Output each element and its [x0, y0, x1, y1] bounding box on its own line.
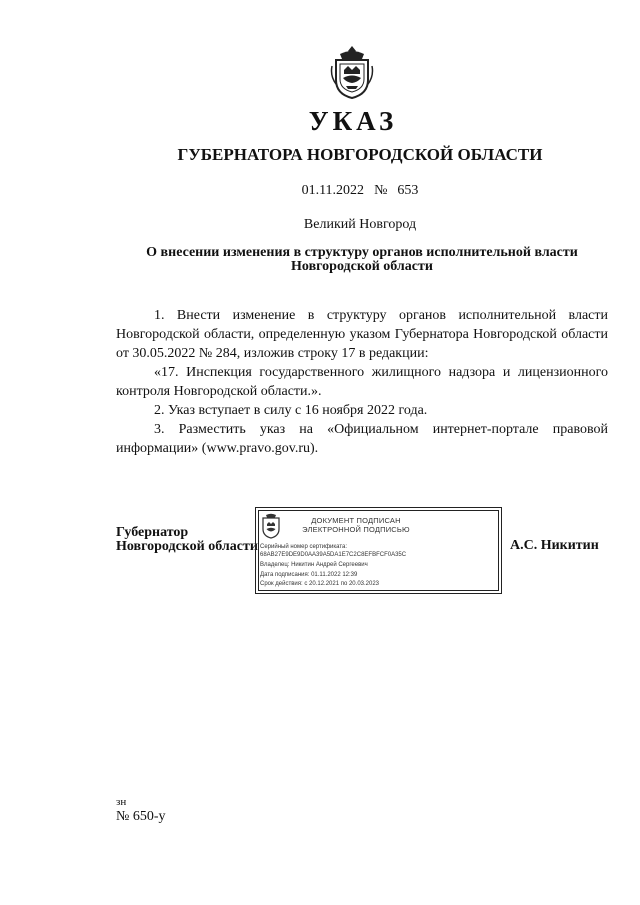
date-number-line: [0, 183, 640, 199]
signer-role-line-2: Новгородской области: [116, 539, 258, 554]
heading-line-1: О внесении изменения в структуру органов исполнительной власти: [146, 245, 578, 260]
heading-line-2: Новгородской области: [291, 259, 433, 274]
stamp-serial: 68AB27E9DE9D0AA39A5DA1E7C2C8EFBFCF0A35C: [260, 552, 407, 558]
document-heading: [126, 246, 598, 274]
coat-of-arms-icon: [260, 512, 282, 540]
document-body: [116, 306, 608, 458]
stamp-header-line-1: ДОКУМЕНТ ПОДПИСАН: [311, 516, 401, 525]
document-number: 653: [397, 183, 419, 198]
signer-role: [116, 526, 266, 554]
signer-role-line-1: Губернатор: [116, 525, 189, 540]
paragraph: 1. Внести изменение в структуру органов исполнительной власти Новгородской области, определенную указом Губернатора Новгородской области от 30.05.2022 № 284, изложив строку 17 в редакции:: [116, 308, 608, 361]
outgoing-number: № 650-у: [116, 809, 166, 824]
stamp-validity: Срок действия: с 20.12.2021 по 20.03.2023: [260, 581, 380, 587]
coat-of-arms-icon: [330, 44, 374, 100]
number-sign: №: [374, 183, 388, 198]
stamp-serial-label: Серийный номер сертификата:: [260, 544, 348, 550]
document-title: УКАЗ: [308, 106, 398, 136]
document-date: 01.11.2022: [301, 183, 365, 198]
electronic-signature-stamp: [255, 507, 502, 594]
paragraph: 2. Указ вступает в силу с 16 ноября 2022 года.: [154, 403, 428, 418]
stamp-header-line-2: ЭЛЕКТРОННОЙ ПОДПИСЬЮ: [302, 525, 410, 534]
stamp-signed-date: Дата подписания: 01.11.2022 12:39: [260, 572, 358, 578]
document-city: Великий Новгород: [303, 217, 417, 232]
footer: [116, 797, 166, 825]
paragraph: «17. Инспекция государственного жилищного надзора и лицензионного контроля Новгородской области.».: [116, 365, 608, 399]
footer-code: зн: [116, 796, 127, 808]
signer-name: А.С. Никитин: [510, 538, 599, 553]
document-subtitle: ГУБЕРНАТОРА НОВГОРОДСКОЙ ОБЛАСТИ: [177, 145, 543, 164]
paragraph: 3. Разместить указ на «Официальном интернет-портале правовой информации» (www.pravo.gov.ru).: [116, 422, 608, 456]
stamp-owner: Владелец: Никитин Андрей Сергеевич: [260, 562, 368, 568]
stamp-header: [286, 516, 426, 534]
